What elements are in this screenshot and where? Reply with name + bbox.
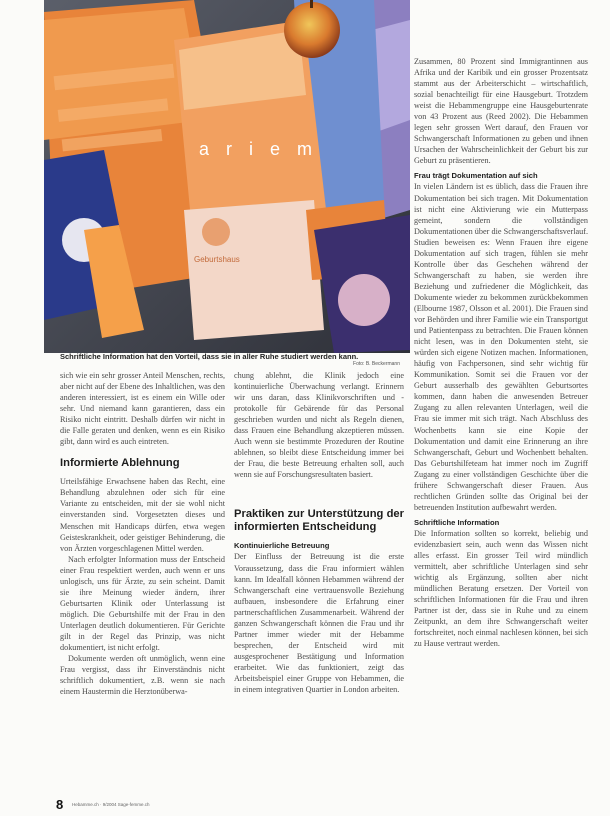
page-number: 8	[56, 797, 64, 812]
text-column-2	[234, 370, 404, 790]
paragraph: chung ablehnt, die Klinik jedoch eine kontinuierliche Überwachung verlangt. Erinnern wir uns daran, dass Klinikvorschriften und -protokolle für Gebärende für das Personal geschrieben wurden und nicht als Regeln dienen, dass Frauen eine Behandlung akzeptieren müssen. Auch wenn sie bestimmte Prozeduren der Routine ablehnen, so bleibt diese Entscheidung immer bei der Frau, die beste Betreuung erhalten soll, auch wenn sie auf Forschungsresultaten basiert.	[234, 371, 404, 480]
section-heading-informierte-ablehnung: Informierte Ablehnung	[60, 457, 180, 470]
brochure-title-text: a r i e m	[199, 139, 319, 159]
paragraph: Urteilsfähige Erwachsene haben das Recht, eine Behandlung abzulehnen oder sich für eine Variante zu entscheiden, mit der sie wohl nicht einverstanden sind. Vorgesetzten dieses und Menschen mit Handicaps dürfen, etwa wegen Geisteskrankheit, oder geistiger Behinderung, die von Ärzten vorgeschlagenen Mittel werden.	[60, 477, 225, 553]
paragraph: Dokumente werden oft unmöglich, wenn eine Frau vergisst, dass ihr Einverständnis nicht schriftlich dokumentiert, z.B. wenn sie nach einem Haustermin die Herztonüberwa-	[60, 654, 225, 697]
subheading-dokumentation: Frau trägt Dokumentation auf sich	[414, 171, 538, 181]
paragraph: Die Information sollten so korrekt, beliebig und evidenzbasiert sein, auch wenn das Wissen nicht alles erfasst. Ein grosser Teil wird mündlich vermittelt, aber schriftliche Unterlagen sind sehr wichtig als Ergänzung, sollten aber nicht mündlichen Beratung ersetzen. Der Vorteil von schriftlichen Informationen für die Frau und ihren Partner ist der, dass sie in Ruhe und zu einem Zeitpunkt, an dem ihre Schwangerschaft weiter fortschreitet, noch einmal nachlesen können, bei sich zu Hause vertraut werden.	[414, 528, 588, 649]
footer-line: Hebamme.ch · 9/2004 Sage-femme.ch	[72, 802, 150, 807]
subheading-schriftliche-information: Schriftliche Information	[414, 517, 500, 527]
paragraph: In vielen Ländern ist es üblich, dass die Frauen ihre Dokumentation bei sich tragen. Mit Dokumentation ist nicht eine Aktivierung wie ein Mutterpass gemeint, sondern die vollständigen Dokumentationen über die Schwangerschaftsverlauf. Studien beweisen es: Wenn Frauen ihre eigene Dokumentation auf sich tragen, fühlen sie mehr Kontrolle über das Geschehen während der Schwangerschaft zu haben, sie werden ihre Beziehung und zufriedener die Möglichkeit, das Dokumente wieder zu bekommen zurückbekommen (Elbourne 1987, Olsson et al. 2001). Die Frauen sind vor Behörden und ihrer Familie wie ein Transportgut und Patientenpass zu betrachten. Die Frauen können nicht lesen, was in den Dokumenten steht, sie würden sich eigene Notizen machen. Informationen, häufig von Fachpersonen, sind sehr wichtig für Kommunikation. Somit sei die Frauen vor der Geburt ausserhalb des gewählten Geburtsortes kommen, dann haben die anwesenden Betreuer Zugang zu allen relevanten Unterlagen, weil die Frau sie immer mit sich trägt. Nach Abschluss des Wochenbetts kann sie eine Kopie der Dokumentation und damit eine Erinnerung an ihre Schwangerschaft, Geburt und Wochenbett behalten. Das Geburtshilfeteam hat immer noch im Zugriff Zugang zu einer vollständigen Geschichte über die frühere Schwangerschaft dieser Frauen. Aus rechtlichen Gründen sollte das Original bei der betreuenden Institution aufbewahrt werden.	[414, 182, 588, 512]
paragraph: sich wie ein sehr grosser Anteil Menschen, rechts, aber nicht auf der Ebene des Inhaltlichen, was den anderen interessiert, ist es einem ein Wille oder sehr. Und niemand kann garantieren, dass ein Risiko nicht eintritt. Deshalb dürfen wir nicht in die Falle geraten und denken, wenn es ein Risiko gibt, dann wird es auch eintreten.	[60, 371, 225, 447]
photo-credit: Foto: B. Beckermann	[353, 361, 400, 367]
photo-caption: Schriftliche Information hat den Vorteil, dass sie in aller Ruhe studiert werden kann.	[60, 352, 359, 361]
brochures-photo	[44, 0, 410, 353]
paragraph: Der Einfluss der Betreuung ist die erste Voraussetzung, dass die Frau informiert wählen kann. Im Idealfall können Hebammen während der Schwangerschaft eine vertrauensvolle Beziehung aufbauen, insbesondere die Erfahrung einer partnerschaftlichen Zusammenarbeit. Während der ganzen Schwangerschaft können die Frau und ihr Partner immer wieder mit der Hebamme besprechen, der Entscheid wird mit ausgesprochener Bestätigung und Information erarbeitet. Wie das funktioniert, zeigt das Arbeitsbeispiel einer Gruppe von Hebammen, die in einem integrativen Quartier in London arbeiten.	[234, 552, 404, 695]
text-column-1	[60, 370, 225, 790]
section-heading-praktiken: Praktiken zur Unterstützung der informierten Entscheidung	[234, 508, 404, 534]
text-column-3	[414, 56, 588, 796]
subheading-kontinuierliche-betreuung: Kontinuierliche Betreuung	[234, 541, 330, 551]
paragraph: Zusammen, 80 Prozent sind Immigrantinnen aus Afrika und der Karibik und ein grosser Prozentsatz stammt aus der Arbeiterschicht – wirtschaftlich, sozial benachteiligt für eine Hausgeburt. Trotzdem weist die Hebammengruppe eine Hausgeburtenrate von 43 Prozent aus (Reed 2002). Die Hebammen legen sehr grossen Wert darauf, den Frauen vor Schwangerschaft Informationen zu geben und ihnen Ursachen der Wahrscheinlichkeit der Geburt bis zur Geburt zu präsentieren.	[414, 57, 588, 166]
brochures-illustration	[44, 0, 410, 353]
brochure-geburtshaus-text: Geburtshaus	[194, 255, 240, 264]
paragraph: Nach erfolgter Information muss der Entscheid einer Frau respektiert werden, auch wenn er uns unlogisch, uns für Ärzte, zu sein scheint. Damit sie ihre Meinung wieder ändern, ihrer Geburtsarten Klinik oder Unterlassung ist möglich. Die Geburtshilfe mit der Frau in den Unterlagen deutlich dokumentieren. Für Gerichte gilt in der Regel das Prinzip, was nicht dokumentiert, ist nicht erfolgt.	[60, 554, 225, 653]
